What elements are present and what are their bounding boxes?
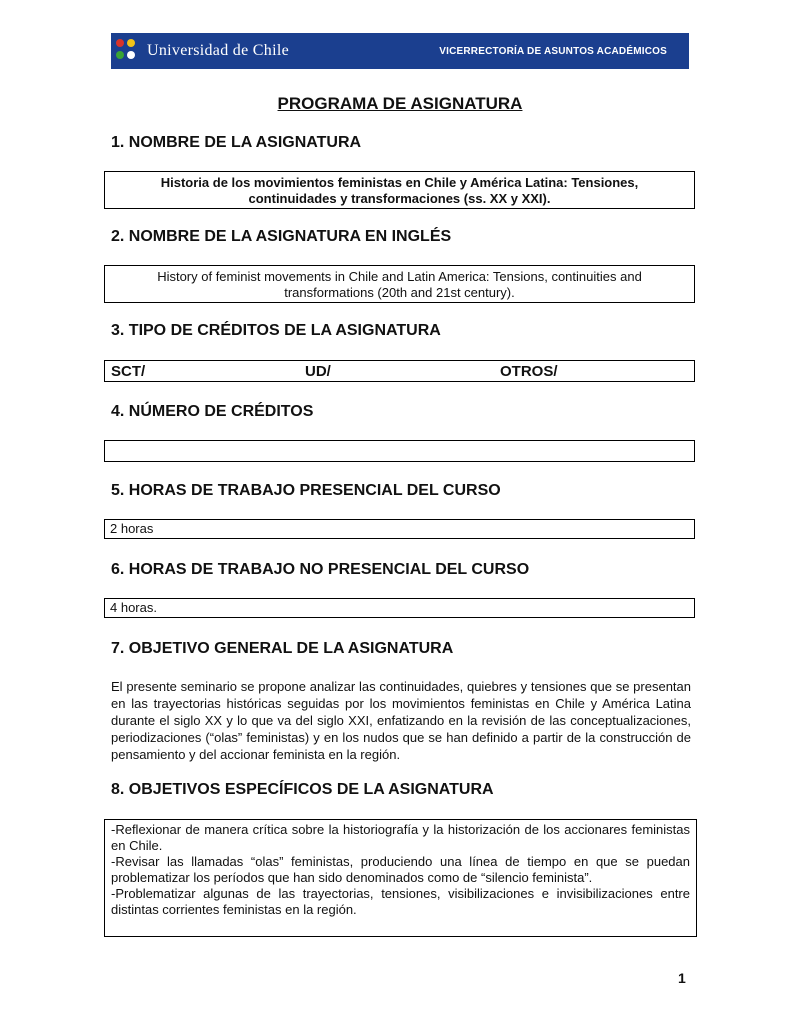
university-crest-icon [115,37,137,65]
section-8-heading: 8. OBJETIVOS ESPECÍFICOS DE LA ASIGNATURA [111,781,494,798]
course-name-box: Historia de los movimientos feministas en Chile y América Latina: Tensiones, continuidades y transformaciones (ss. XX y XXI). [104,171,695,209]
objective-item: -Revisar las llamadas “olas” feministas, produciendo una línea de tiempo en que se puedan problematizar los períodos que han sido denominados como de “silencio feminista”. [111,854,690,885]
course-name-english-box: History of feminist movements in Chile and Latin America: Tensions, continuities and transformations (20th and 21st century). [104,265,695,303]
credit-ud: UD/ [305,363,331,380]
university-name: Universidad de Chile [147,42,289,59]
section-7-heading: 7. OBJETIVO GENERAL DE LA ASIGNATURA [111,640,454,657]
credit-otros: OTROS/ [500,363,558,380]
presential-hours-box: 2 horas [104,519,695,539]
section-4-heading: 4. NÚMERO DE CRÉDITOS [111,403,314,420]
credit-number-box [104,440,695,462]
objective-item: -Problematizar algunas de las trayectorias, tensiones, visibilizaciones e invisibilizaciones entre distintas corrientes feministas en la región. [111,886,690,917]
section-6-heading: 6. HORAS DE TRABAJO NO PRESENCIAL DEL CURSO [111,561,530,578]
general-objective-text: El presente seminario se propone analizar las continuidades, quiebres y tensiones que se presentan en las trayectorias históricas seguidas por los movimientos feministas en Chile y América Latina durante el siglo XX y lo que va del siglo XXI, enfatizando en la revisión de las conceptualizaciones, periodizaciones (“olas” feministas) y en los nudos que se han definido a partir de la construcción de pensamiento y del accionar feminista en la región. [111,679,691,762]
section-3-heading: 3. TIPO DE CRÉDITOS DE LA ASIGNATURA [111,322,441,339]
header-banner [111,33,689,69]
page-number: 1 [678,970,686,986]
credit-sct: SCT/ [111,363,146,380]
section-5-heading: 5. HORAS DE TRABAJO PRESENCIAL DEL CURSO [111,482,501,499]
section-1-heading: 1. NOMBRE DE LA ASIGNATURA [111,134,362,151]
non-presential-hours-box: 4 horas. [104,598,695,618]
specific-objectives-box [104,819,697,937]
office-name: VICERRECTORÍA DE ASUNTOS ACADÉMICOS [439,45,667,57]
page-title: PROGRAMA DE ASIGNATURA [277,94,523,113]
credit-type-box [104,360,695,382]
objective-item: -Reflexionar de manera crítica sobre la historiografía y la historización de los accionares feministas en Chile. [111,822,690,853]
section-2-heading: 2. NOMBRE DE LA ASIGNATURA EN INGLÉS [111,228,452,245]
